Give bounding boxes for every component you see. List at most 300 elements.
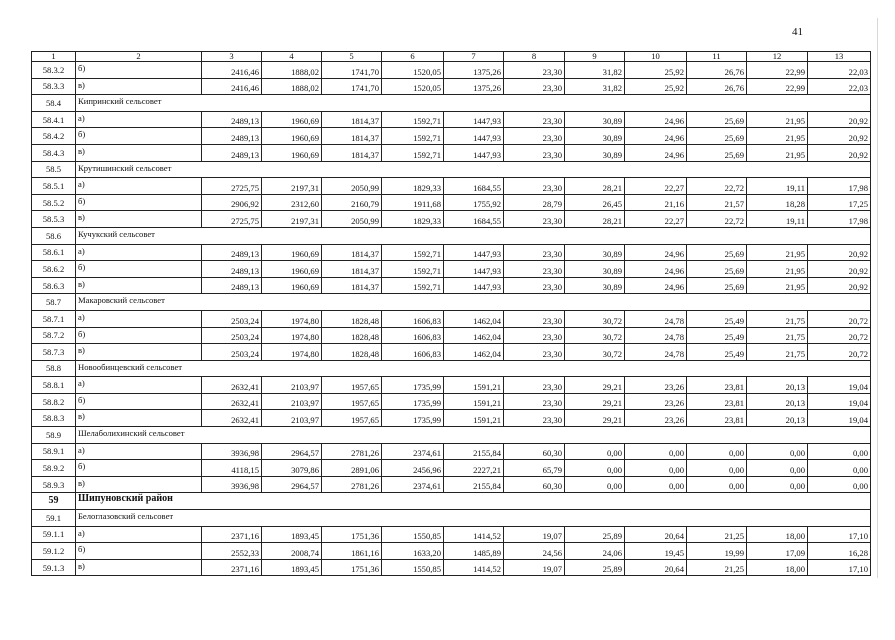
row-variant-label: б) <box>76 194 202 211</box>
column-number-10: 10 <box>625 52 687 62</box>
value-cell: 30,89 <box>565 111 625 128</box>
value-cell: 1755,92 <box>444 194 504 211</box>
value-cell: 21,25 <box>687 526 747 543</box>
value-cell: 1814,37 <box>322 261 382 278</box>
column-number-6: 6 <box>382 52 444 62</box>
value-cell: 22,27 <box>625 178 687 195</box>
row-code: 58.6.2 <box>32 261 76 278</box>
value-cell: 1592,71 <box>382 144 444 161</box>
row-variant-label: в) <box>76 144 202 161</box>
row-variant-label: а) <box>76 111 202 128</box>
section-header-row <box>32 360 871 377</box>
value-cell: 1550,85 <box>382 559 444 576</box>
value-cell: 25,69 <box>687 111 747 128</box>
value-cell: 21,75 <box>747 344 808 361</box>
district-header-row <box>32 493 871 510</box>
row-variant-label: а) <box>76 443 202 460</box>
row-code: 58.6 <box>32 227 76 244</box>
value-cell: 23,30 <box>504 128 565 145</box>
value-cell: 1592,71 <box>382 244 444 261</box>
row-code: 59.1.1 <box>32 526 76 543</box>
value-cell: 30,89 <box>565 244 625 261</box>
row-code: 59.1.3 <box>32 559 76 576</box>
value-cell: 21,75 <box>747 327 808 344</box>
row-variant-label: в) <box>76 277 202 294</box>
column-number-1: 1 <box>32 52 76 62</box>
value-cell: 2632,41 <box>202 393 262 410</box>
value-cell: 25,69 <box>687 128 747 145</box>
value-cell: 1751,36 <box>322 526 382 543</box>
row-code: 58.6.3 <box>32 277 76 294</box>
value-cell: 2160,79 <box>322 194 382 211</box>
table-row <box>32 377 871 394</box>
value-cell: 1447,93 <box>444 111 504 128</box>
row-code: 58.4.3 <box>32 144 76 161</box>
column-number-9: 9 <box>565 52 625 62</box>
value-cell: 2489,13 <box>202 277 262 294</box>
value-cell: 29,21 <box>565 410 625 427</box>
value-cell: 0,00 <box>565 460 625 477</box>
table-row <box>32 526 871 543</box>
row-code: 58.7.1 <box>32 310 76 327</box>
value-cell: 1591,21 <box>444 410 504 427</box>
table-row <box>32 178 871 195</box>
value-cell: 1893,45 <box>262 526 322 543</box>
row-code: 58.8.1 <box>32 377 76 394</box>
value-cell: 0,00 <box>565 476 625 493</box>
value-cell: 0,00 <box>747 460 808 477</box>
row-variant-label: б) <box>76 393 202 410</box>
table-row <box>32 144 871 161</box>
value-cell: 20,13 <box>747 377 808 394</box>
value-cell: 1592,71 <box>382 111 444 128</box>
value-cell: 25,89 <box>565 526 625 543</box>
row-code: 59.1 <box>32 510 76 527</box>
value-cell: 25,49 <box>687 344 747 361</box>
value-cell: 21,25 <box>687 559 747 576</box>
row-variant-label: в) <box>76 410 202 427</box>
value-cell: 24,78 <box>625 327 687 344</box>
row-code: 58.4 <box>32 95 76 112</box>
value-cell: 0,00 <box>747 443 808 460</box>
value-cell: 22,27 <box>625 211 687 228</box>
row-variant-label: в) <box>76 211 202 228</box>
value-cell: 1974,80 <box>262 310 322 327</box>
value-cell: 1829,33 <box>382 178 444 195</box>
value-cell: 2891,06 <box>322 460 382 477</box>
value-cell: 23,30 <box>504 344 565 361</box>
value-cell: 25,49 <box>687 310 747 327</box>
value-cell: 25,49 <box>687 327 747 344</box>
row-variant-label: в) <box>76 78 202 95</box>
section-header-row <box>32 95 871 112</box>
value-cell: 30,89 <box>565 277 625 294</box>
value-cell: 22,99 <box>747 62 808 79</box>
value-cell: 25,69 <box>687 144 747 161</box>
value-cell: 29,21 <box>565 377 625 394</box>
row-code: 58.4.1 <box>32 111 76 128</box>
value-cell: 20,92 <box>808 244 871 261</box>
value-cell: 1592,71 <box>382 277 444 294</box>
table-body <box>32 62 871 576</box>
value-cell: 23,30 <box>504 277 565 294</box>
value-cell: 19,07 <box>504 559 565 576</box>
value-cell: 2155,84 <box>444 476 504 493</box>
value-cell: 2103,97 <box>262 410 322 427</box>
row-code: 58.5 <box>32 161 76 178</box>
value-cell: 22,03 <box>808 62 871 79</box>
value-cell: 18,00 <box>747 559 808 576</box>
value-cell: 20,72 <box>808 327 871 344</box>
value-cell: 23,30 <box>504 393 565 410</box>
value-cell: 1828,48 <box>322 310 382 327</box>
table-row <box>32 344 871 361</box>
column-number-header-row <box>32 52 871 62</box>
value-cell: 1814,37 <box>322 128 382 145</box>
section-name: Крутишинский сельсовет <box>76 161 871 178</box>
value-cell: 2632,41 <box>202 410 262 427</box>
value-cell: 1591,21 <box>444 393 504 410</box>
row-code: 58.8.2 <box>32 393 76 410</box>
value-cell: 1606,83 <box>382 344 444 361</box>
value-cell: 16,28 <box>808 543 871 560</box>
value-cell: 60,30 <box>504 443 565 460</box>
value-cell: 30,89 <box>565 261 625 278</box>
value-cell: 1684,55 <box>444 211 504 228</box>
value-cell: 0,00 <box>565 443 625 460</box>
row-code: 58.7.2 <box>32 327 76 344</box>
column-number-7: 7 <box>444 52 504 62</box>
value-cell: 25,69 <box>687 244 747 261</box>
value-cell: 20,92 <box>808 261 871 278</box>
row-variant-label: б) <box>76 543 202 560</box>
value-cell: 2008,74 <box>262 543 322 560</box>
value-cell: 2906,92 <box>202 194 262 211</box>
row-code: 58.8 <box>32 360 76 377</box>
value-cell: 24,96 <box>625 277 687 294</box>
value-cell: 23,30 <box>504 144 565 161</box>
value-cell: 2964,57 <box>262 443 322 460</box>
column-number-3: 3 <box>202 52 262 62</box>
value-cell: 23,30 <box>504 410 565 427</box>
value-cell: 1633,20 <box>382 543 444 560</box>
value-cell: 1960,69 <box>262 244 322 261</box>
value-cell: 17,09 <box>747 543 808 560</box>
row-code: 58.9.2 <box>32 460 76 477</box>
value-cell: 17,10 <box>808 526 871 543</box>
value-cell: 26,45 <box>565 194 625 211</box>
value-cell: 22,03 <box>808 78 871 95</box>
value-cell: 1520,05 <box>382 78 444 95</box>
value-cell: 23,30 <box>504 327 565 344</box>
value-cell: 1735,99 <box>382 393 444 410</box>
value-cell: 25,92 <box>625 62 687 79</box>
value-cell: 21,95 <box>747 277 808 294</box>
value-cell: 31,82 <box>565 78 625 95</box>
value-cell: 2552,33 <box>202 543 262 560</box>
row-code: 58.6.1 <box>32 244 76 261</box>
value-cell: 2456,96 <box>382 460 444 477</box>
value-cell: 1960,69 <box>262 261 322 278</box>
table-row <box>32 543 871 560</box>
value-cell: 23,30 <box>504 377 565 394</box>
row-variant-label: в) <box>76 559 202 576</box>
value-cell: 2632,41 <box>202 377 262 394</box>
table-row <box>32 78 871 95</box>
value-cell: 23,30 <box>504 78 565 95</box>
value-cell: 1462,04 <box>444 344 504 361</box>
value-cell: 1606,83 <box>382 310 444 327</box>
value-cell: 1414,52 <box>444 559 504 576</box>
row-variant-label: а) <box>76 310 202 327</box>
section-header-row <box>32 294 871 311</box>
section-name: Новообинцевский сельсовет <box>76 360 871 377</box>
column-number-13: 13 <box>808 52 871 62</box>
row-code: 59 <box>32 493 76 510</box>
value-cell: 25,69 <box>687 277 747 294</box>
row-code: 58.7 <box>32 294 76 311</box>
value-cell: 17,10 <box>808 559 871 576</box>
row-code: 58.9 <box>32 427 76 444</box>
row-code: 58.5.3 <box>32 211 76 228</box>
value-cell: 28,79 <box>504 194 565 211</box>
value-cell: 24,96 <box>625 244 687 261</box>
row-variant-label: б) <box>76 327 202 344</box>
value-cell: 24,96 <box>625 128 687 145</box>
row-variant-label: а) <box>76 244 202 261</box>
row-code: 59.1.2 <box>32 543 76 560</box>
value-cell: 1375,26 <box>444 62 504 79</box>
value-cell: 23,26 <box>625 377 687 394</box>
value-cell: 21,95 <box>747 144 808 161</box>
value-cell: 2312,60 <box>262 194 322 211</box>
table-row <box>32 310 871 327</box>
value-cell: 20,64 <box>625 526 687 543</box>
value-cell: 0,00 <box>747 476 808 493</box>
value-cell: 1888,02 <box>262 78 322 95</box>
row-code: 58.4.2 <box>32 128 76 145</box>
value-cell: 1447,93 <box>444 244 504 261</box>
value-cell: 2374,61 <box>382 476 444 493</box>
value-cell: 24,06 <box>565 543 625 560</box>
value-cell: 2371,16 <box>202 526 262 543</box>
row-variant-label: а) <box>76 526 202 543</box>
row-variant-label: в) <box>76 476 202 493</box>
value-cell: 2197,31 <box>262 211 322 228</box>
row-code: 58.3.2 <box>32 62 76 79</box>
value-cell: 17,98 <box>808 211 871 228</box>
value-cell: 3079,86 <box>262 460 322 477</box>
value-cell: 28,21 <box>565 178 625 195</box>
value-cell: 2725,75 <box>202 211 262 228</box>
value-cell: 19,99 <box>687 543 747 560</box>
value-cell: 0,00 <box>625 443 687 460</box>
value-cell: 2050,99 <box>322 211 382 228</box>
value-cell: 20,92 <box>808 277 871 294</box>
value-cell: 21,95 <box>747 244 808 261</box>
column-number-5: 5 <box>322 52 382 62</box>
table-row <box>32 62 871 79</box>
value-cell: 2489,13 <box>202 144 262 161</box>
value-cell: 1960,69 <box>262 128 322 145</box>
table-row <box>32 111 871 128</box>
value-cell: 24,78 <box>625 344 687 361</box>
section-header-row <box>32 161 871 178</box>
value-cell: 1414,52 <box>444 526 504 543</box>
page-number: 41 <box>792 26 803 38</box>
value-cell: 3936,98 <box>202 476 262 493</box>
value-cell: 18,00 <box>747 526 808 543</box>
value-cell: 0,00 <box>687 476 747 493</box>
value-cell: 18,28 <box>747 194 808 211</box>
value-cell: 20,92 <box>808 128 871 145</box>
value-cell: 1520,05 <box>382 62 444 79</box>
value-cell: 1751,36 <box>322 559 382 576</box>
value-cell: 2416,46 <box>202 78 262 95</box>
table-row <box>32 410 871 427</box>
value-cell: 23,30 <box>504 244 565 261</box>
value-cell: 19,07 <box>504 526 565 543</box>
value-cell: 23,81 <box>687 410 747 427</box>
row-variant-label: б) <box>76 128 202 145</box>
value-cell: 2371,16 <box>202 559 262 576</box>
value-cell: 1592,71 <box>382 128 444 145</box>
value-cell: 0,00 <box>687 443 747 460</box>
value-cell: 2103,97 <box>262 393 322 410</box>
value-cell: 23,30 <box>504 310 565 327</box>
value-cell: 1893,45 <box>262 559 322 576</box>
value-cell: 19,45 <box>625 543 687 560</box>
section-header-row <box>32 227 871 244</box>
value-cell: 1814,37 <box>322 144 382 161</box>
value-cell: 1447,93 <box>444 277 504 294</box>
row-variant-label: б) <box>76 261 202 278</box>
value-cell: 19,04 <box>808 393 871 410</box>
value-cell: 17,25 <box>808 194 871 211</box>
row-code: 58.5.1 <box>32 178 76 195</box>
value-cell: 1447,93 <box>444 128 504 145</box>
table-row <box>32 460 871 477</box>
value-cell: 24,96 <box>625 144 687 161</box>
value-cell: 1684,55 <box>444 178 504 195</box>
value-cell: 19,04 <box>808 377 871 394</box>
column-number-2: 2 <box>76 52 202 62</box>
value-cell: 20,72 <box>808 344 871 361</box>
value-cell: 30,72 <box>565 327 625 344</box>
section-name: Кипринский сельсовет <box>76 95 871 112</box>
value-cell: 1960,69 <box>262 111 322 128</box>
value-cell: 23,30 <box>504 178 565 195</box>
value-cell: 17,98 <box>808 178 871 195</box>
value-cell: 1375,26 <box>444 78 504 95</box>
column-number-11: 11 <box>687 52 747 62</box>
value-cell: 1591,21 <box>444 377 504 394</box>
value-cell: 20,13 <box>747 410 808 427</box>
value-cell: 1814,37 <box>322 277 382 294</box>
value-cell: 1447,93 <box>444 261 504 278</box>
column-number-8: 8 <box>504 52 565 62</box>
row-variant-label: б) <box>76 460 202 477</box>
value-cell: 4118,15 <box>202 460 262 477</box>
value-cell: 1828,48 <box>322 327 382 344</box>
value-cell: 19,11 <box>747 211 808 228</box>
value-cell: 30,72 <box>565 344 625 361</box>
value-cell: 0,00 <box>808 476 871 493</box>
value-cell: 21,75 <box>747 310 808 327</box>
value-cell: 21,57 <box>687 194 747 211</box>
value-cell: 1814,37 <box>322 111 382 128</box>
value-cell: 1888,02 <box>262 62 322 79</box>
value-cell: 1462,04 <box>444 310 504 327</box>
value-cell: 0,00 <box>808 443 871 460</box>
row-code: 58.3.3 <box>32 78 76 95</box>
value-cell: 24,96 <box>625 111 687 128</box>
value-cell: 26,76 <box>687 78 747 95</box>
value-cell: 28,21 <box>565 211 625 228</box>
value-cell: 23,81 <box>687 377 747 394</box>
table-row <box>32 277 871 294</box>
value-cell: 26,76 <box>687 62 747 79</box>
value-cell: 20,13 <box>747 393 808 410</box>
table-row <box>32 476 871 493</box>
value-cell: 1814,37 <box>322 244 382 261</box>
value-cell: 1974,80 <box>262 327 322 344</box>
value-cell: 2489,13 <box>202 111 262 128</box>
value-cell: 22,72 <box>687 178 747 195</box>
value-cell: 20,92 <box>808 144 871 161</box>
row-code: 58.7.3 <box>32 344 76 361</box>
table-row <box>32 443 871 460</box>
value-cell: 19,11 <box>747 178 808 195</box>
row-variant-label: а) <box>76 178 202 195</box>
value-cell: 20,92 <box>808 111 871 128</box>
value-cell: 30,89 <box>565 128 625 145</box>
table-row <box>32 261 871 278</box>
value-cell: 23,26 <box>625 410 687 427</box>
value-cell: 1957,65 <box>322 377 382 394</box>
value-cell: 21,95 <box>747 261 808 278</box>
value-cell: 21,95 <box>747 128 808 145</box>
value-cell: 65,79 <box>504 460 565 477</box>
value-cell: 23,26 <box>625 393 687 410</box>
value-cell: 1485,89 <box>444 543 504 560</box>
value-cell: 25,89 <box>565 559 625 576</box>
value-cell: 23,30 <box>504 211 565 228</box>
value-cell: 1550,85 <box>382 526 444 543</box>
value-cell: 2050,99 <box>322 178 382 195</box>
table-row <box>32 244 871 261</box>
value-cell: 30,89 <box>565 144 625 161</box>
section-name: Кучукский сельсовет <box>76 227 871 244</box>
section-name: Шелаболихинский сельсовет <box>76 427 871 444</box>
district-name: Шипуновский район <box>76 493 871 510</box>
value-cell: 1960,69 <box>262 144 322 161</box>
value-cell: 2374,61 <box>382 443 444 460</box>
value-cell: 1957,65 <box>322 393 382 410</box>
value-cell: 1735,99 <box>382 410 444 427</box>
value-cell: 1735,99 <box>382 377 444 394</box>
value-cell: 20,72 <box>808 310 871 327</box>
value-cell: 0,00 <box>625 476 687 493</box>
value-cell: 19,04 <box>808 410 871 427</box>
value-cell: 1861,16 <box>322 543 382 560</box>
value-cell: 2503,24 <box>202 327 262 344</box>
value-cell: 24,56 <box>504 543 565 560</box>
value-cell: 2503,24 <box>202 310 262 327</box>
value-cell: 2227,21 <box>444 460 504 477</box>
value-cell: 30,72 <box>565 310 625 327</box>
value-cell: 24,78 <box>625 310 687 327</box>
